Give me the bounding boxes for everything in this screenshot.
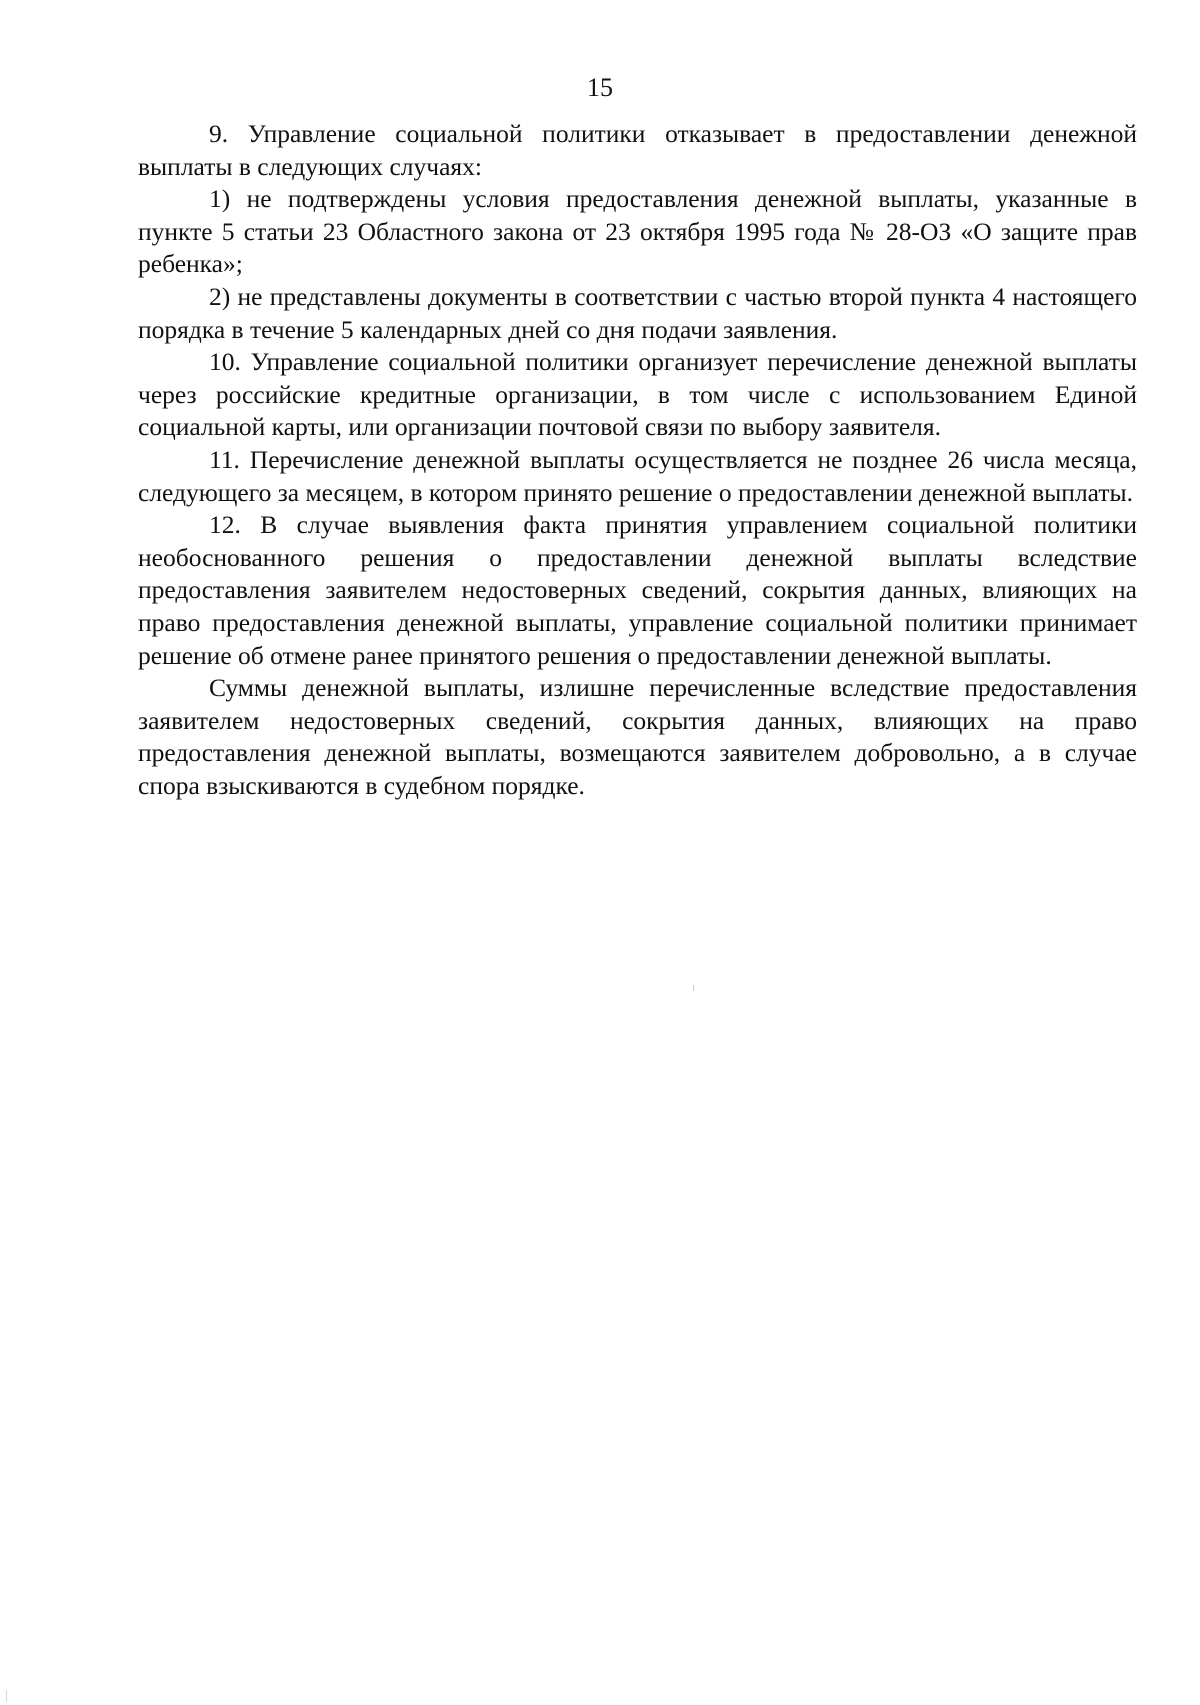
paragraph-item-12: 12. В случае выявления факта принятия управлением социальной политики необоснованного решения о предоставлении денежной выплаты вследствие предоставления заявителем недостоверных сведений, сокрытия данных, влияющих на право предоставления денежной выплаты, управление социальной политики принимает решение об отмене ранее принятого решения о предоставлении денежной выплаты. [138, 510, 1137, 670]
paragraph-subitem-1: 1) не подтверждены условия предоставления денежной выплаты, указанные в пункте 5 статьи 23 Областного закона от 23 октября 1995 года № 28-ОЗ «О защите прав ребенка»; [138, 184, 1137, 279]
paragraph-subitem-2: 2) не представлены документы в соответствии с частью второй пункта 4 настоящего порядка в течение 5 календарных дней со дня подачи заявления. [138, 281, 1137, 344]
scan-artifact [6, 1690, 7, 1702]
document-body [138, 118, 1137, 802]
scan-artifact [693, 985, 694, 991]
paragraph-item-11: 11. Перечисление денежной выплаты осуществляется не позднее 26 числа месяца, следующего за месяцем, в котором принято решение о предоставлении денежной выплаты. [138, 444, 1137, 507]
paragraph-refund: Суммы денежной выплаты, излишне перечисленные вследствие предоставления заявителем недостоверных сведений, сокрытия данных, влияющих на право предоставления денежной выплаты, возмещаются заявителем добровольно, а в случае спора взыскиваются в судебном порядке. [138, 673, 1137, 800]
paragraph-item-10: 10. Управление социальной политики организует перечисление денежной выплаты через российские кредитные организации, в том числе с использованием Единой социальной карты, или организации почтовой связи по выбору заявителя. [138, 347, 1137, 442]
page-number: 15 [587, 73, 613, 102]
paragraph-item-9: 9. Управление социальной политики отказывает в предоставлении денежной выплаты в следующих случаях: [138, 119, 1137, 181]
